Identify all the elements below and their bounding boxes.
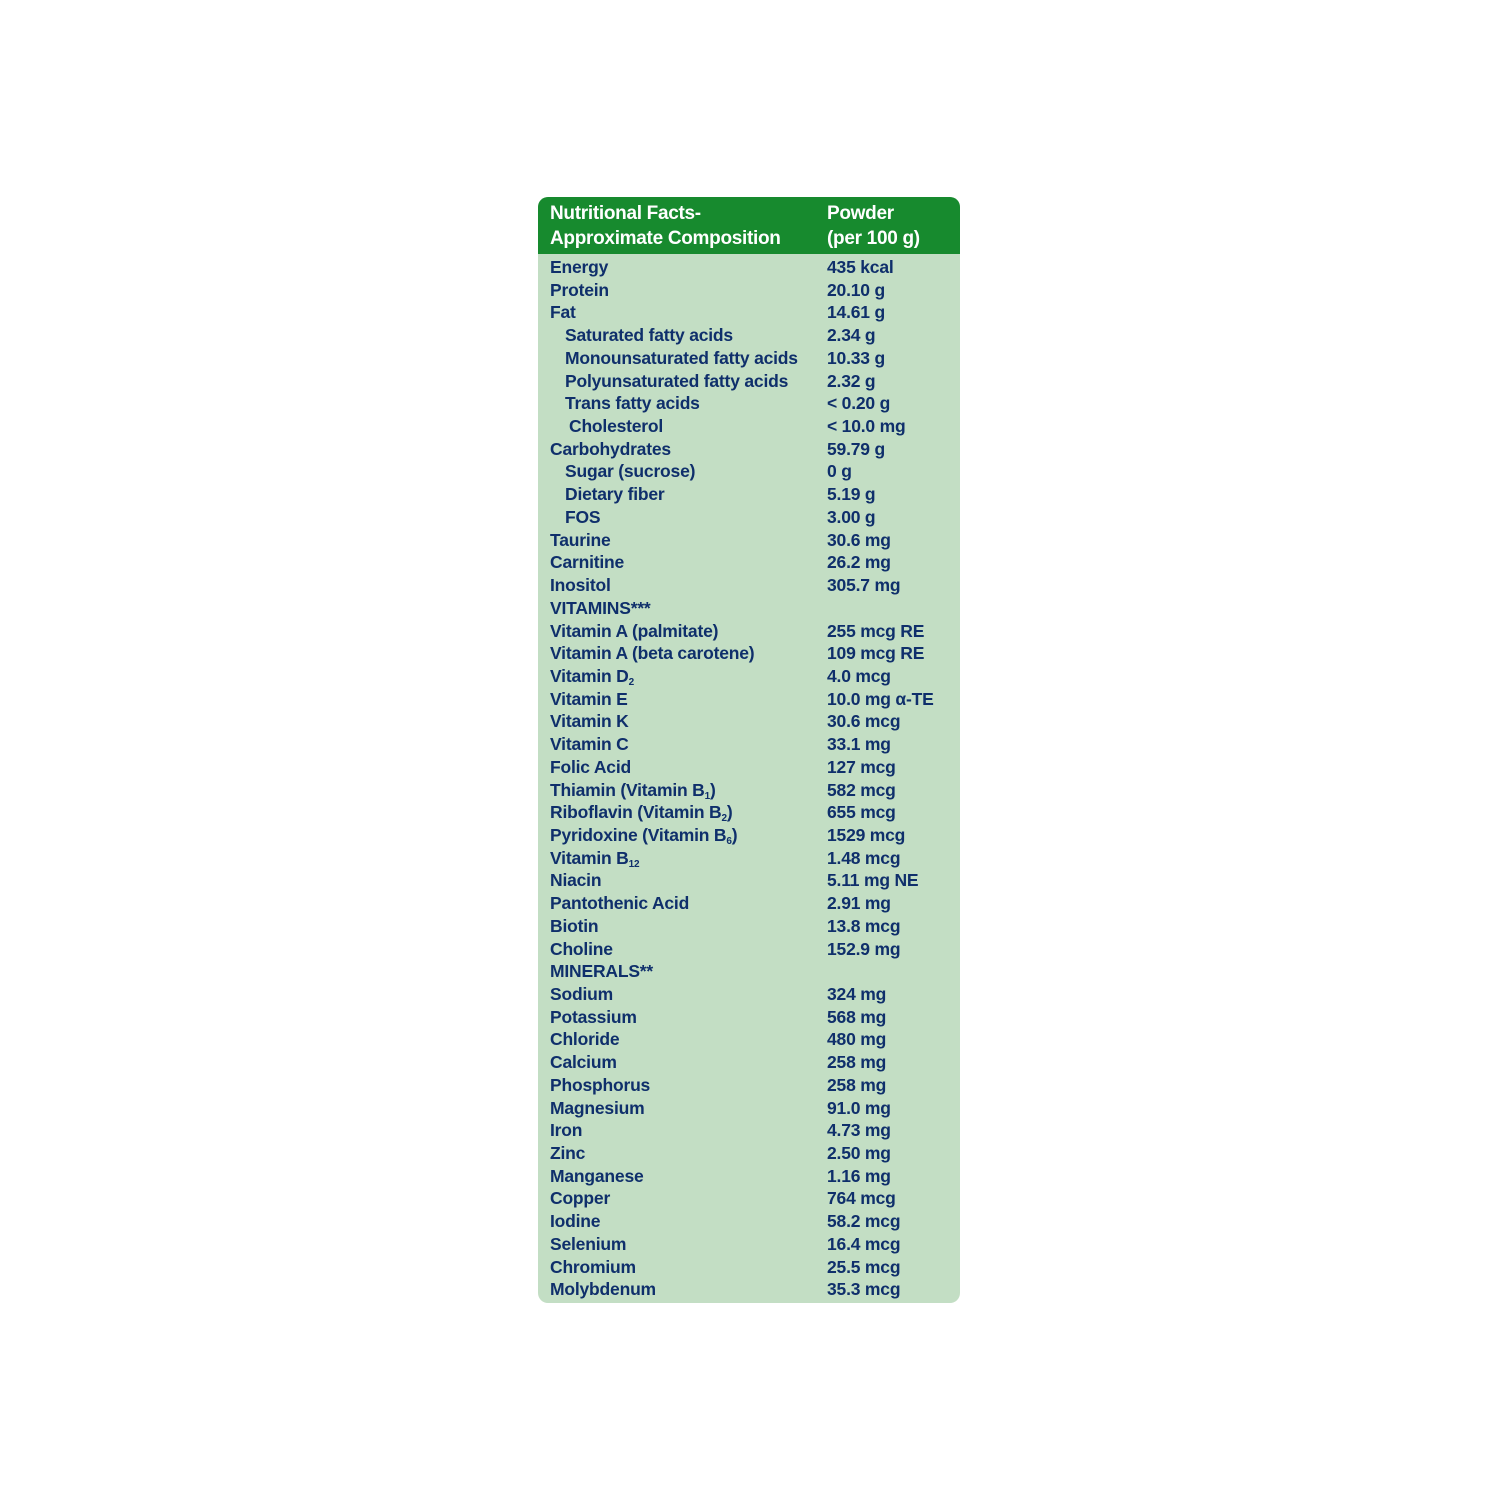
table-row [538,1097,960,1120]
nutrient-value: 324 mg [827,984,887,1004]
nutrient-value: 13.8 mcg [827,915,901,936]
table-row [538,642,960,665]
table-row [538,574,960,597]
nutrient-label-subscript: 1 [704,790,710,802]
nutrient-value: 35.3 mcg [827,1279,901,1300]
header-per-100g-label: (per 100 g) [827,227,920,249]
nutrient-value: 3.00 g [827,506,876,527]
nutrient-label-subscript: 12 [628,858,640,870]
nutrient-label-text: Vitamin D [550,665,629,686]
table-row [538,347,960,370]
nutrient-label: Iron [550,1120,583,1141]
nutrient-label-suffix: ) [726,802,733,823]
table-row [538,869,960,892]
nutrient-value: 59.79 g [827,438,885,459]
nutrition-facts-panel [538,197,960,1303]
nutrient-sublabel: Sugar (sucrose) [565,461,696,482]
nutrient-label-suffix: ) [709,779,716,800]
table-row [538,415,960,438]
table-row [538,824,960,847]
nutrient-label: Vitamin A (beta carotene) [550,643,755,664]
nutrient-label-text: Pyridoxine (Vitamin B [550,824,727,845]
nutrient-value: 4.73 mg [827,1120,891,1141]
header-nutrient-column [550,202,781,251]
table-row [538,665,960,688]
nutrient-value: 435 kcal [827,257,894,277]
nutrient-value: 33.1 mg [827,734,891,755]
table-row [538,1256,960,1279]
table-row [538,938,960,961]
nutrient-label: Magnesium [550,1097,645,1118]
nutrient-value: 2.34 g [827,325,876,346]
nutrient-label: Vitamin K [550,711,629,732]
nutrient-label: Fat [550,302,576,323]
nutrient-label: Protein [550,279,609,300]
nutrient-label: Sodium [550,984,613,1004]
table-row [538,756,960,779]
table-row [538,324,960,347]
nutrient-value: 5.11 mg NE [827,870,919,891]
nutrient-label-text: Riboflavin (Vitamin B [550,802,722,823]
nutrient-label: Phosphorus [550,1074,651,1095]
nutrient-label: Selenium [550,1233,627,1254]
nutrient-label: Chromium [550,1256,636,1277]
nutrient-value: 25.5 mcg [827,1256,901,1277]
nutrient-value: < 10.0 mg [827,416,906,437]
nutrient-label: Zinc [550,1143,586,1164]
nutrient-value: 1.48 mcg [827,847,901,868]
nutrient-sublabel: Monounsaturated fatty acids [565,347,798,368]
nutrient-value: 58.2 mcg [827,1211,901,1232]
nutrient-value: 1.16 mg [827,1165,891,1186]
nutrient-label [550,665,634,688]
table-row [538,1210,960,1233]
nutrient-sublabel: Cholesterol [569,416,664,437]
nutrient-value: 582 mcg [827,779,896,800]
nutrient-value: 127 mcg [827,756,896,777]
nutrient-label: Potassium [550,1006,637,1027]
nutrient-label-suffix: ) [731,824,738,845]
table-row [538,1233,960,1256]
nutrient-label: Folic Acid [550,756,631,777]
table-row [538,620,960,643]
nutrient-value: 655 mcg [827,802,896,823]
nutrient-label-subscript: 2 [721,813,727,825]
nutrient-label-text: Thiamin (Vitamin B [550,779,705,800]
table-row [538,506,960,529]
nutrient-label: Vitamin A (palmitate) [550,620,719,641]
table-row [538,983,960,1006]
nutrient-value: 30.6 mg [827,529,891,550]
table-row [538,1006,960,1029]
nutrient-label: Biotin [550,915,599,936]
section-heading-label: MINERALS** [550,961,654,982]
nutrient-value: 764 mcg [827,1188,896,1209]
table-row [538,370,960,393]
table-row [538,915,960,938]
nutrient-value: 305.7 mg [827,575,901,596]
table-row [538,256,960,279]
nutrient-label: Iodine [550,1211,601,1232]
nutrient-label: Chloride [550,1029,620,1050]
table-row [538,1142,960,1165]
nutrient-sublabel: Polyunsaturated fatty acids [565,370,789,391]
table-row [538,551,960,574]
section-heading-vitamins [538,597,960,620]
nutrient-label-text: Vitamin B [550,847,629,868]
table-row [538,529,960,552]
table-row [538,688,960,711]
nutrient-label: Copper [550,1188,611,1209]
nutrient-value: 10.33 g [827,347,885,368]
nutrient-label: Vitamin C [550,734,629,755]
nutrient-label: Inositol [550,575,611,596]
nutrient-value: 109 mcg RE [827,643,925,664]
nutrient-label [550,801,732,824]
nutrient-value: 91.0 mg [827,1097,891,1118]
section-heading-minerals [538,960,960,983]
table-row [538,392,960,415]
nutrient-value: 10.0 mg α-TE [827,688,934,709]
section-heading-label: VITAMINS*** [550,597,651,618]
nutrient-sublabel: Dietary fiber [565,484,665,505]
nutrient-label: Carbohydrates [550,438,671,459]
nutrient-value: 258 mg [827,1074,887,1095]
nutrient-value: 30.6 mcg [827,711,901,732]
nutrient-value: 152.9 mg [827,938,901,959]
table-row [538,460,960,483]
table-row [538,892,960,915]
header-amount-column [827,202,920,251]
nutrient-value: 20.10 g [827,279,885,300]
header-title-line2: Approximate Composition [550,227,781,249]
nutrient-label: Carnitine [550,552,625,573]
nutrient-value: < 0.20 g [827,393,891,414]
nutrient-label: Molybdenum [550,1279,656,1300]
table-row [538,301,960,324]
table-row [538,483,960,506]
nutrient-label: Vitamin E [550,688,628,709]
nutrient-value: 4.0 mcg [827,665,891,686]
nutrient-value: 14.61 g [827,302,885,323]
nutrient-label: Niacin [550,870,602,891]
nutrient-label: Taurine [550,529,611,550]
table-row [538,1051,960,1074]
table-row [538,733,960,756]
nutrient-value: 255 mcg RE [827,620,925,641]
nutrient-value: 2.91 mg [827,893,891,914]
nutrient-sublabel: FOS [565,506,601,527]
header-powder-label: Powder [827,203,894,224]
nutrient-value: 2.32 g [827,370,876,391]
nutrient-label [550,824,737,847]
nutrient-value: 258 mg [827,1052,887,1073]
nutrient-value: 1529 mcg [827,824,906,845]
nutrient-rows [538,256,960,1301]
nutrient-value: 568 mg [827,1006,887,1027]
table-row [538,1187,960,1210]
nutrient-sublabel: Trans fatty acids [565,393,700,414]
table-row [538,279,960,302]
table-header [538,197,960,254]
header-title-line1: Nutritional Facts- [550,203,701,224]
table-row [538,801,960,824]
nutrient-label [550,779,716,802]
nutrient-label [550,847,639,870]
nutrient-label: Manganese [550,1165,644,1186]
nutrient-sublabel: Saturated fatty acids [565,325,733,346]
table-row [538,1278,960,1301]
nutrient-value: 2.50 mg [827,1143,891,1164]
table-row [538,1119,960,1142]
table-row [538,710,960,733]
table-row [538,438,960,461]
table-row [538,1165,960,1188]
table-row [538,779,960,802]
table-row [538,1028,960,1051]
nutrient-value: 5.19 g [827,484,876,505]
nutrient-label-subscript: 6 [726,835,732,847]
nutrient-value: 0 g [827,461,852,482]
nutrient-value: 480 mg [827,1029,887,1050]
table-row [538,847,960,870]
nutrient-value: 16.4 mcg [827,1233,901,1254]
nutrient-label: Calcium [550,1052,617,1073]
nutrient-label-subscript: 2 [628,676,634,688]
nutrient-label: Pantothenic Acid [550,893,690,914]
nutrient-label: Choline [550,938,613,959]
table-row [538,1074,960,1097]
nutrient-value: 26.2 mg [827,552,891,573]
nutrient-label: Energy [550,257,609,277]
